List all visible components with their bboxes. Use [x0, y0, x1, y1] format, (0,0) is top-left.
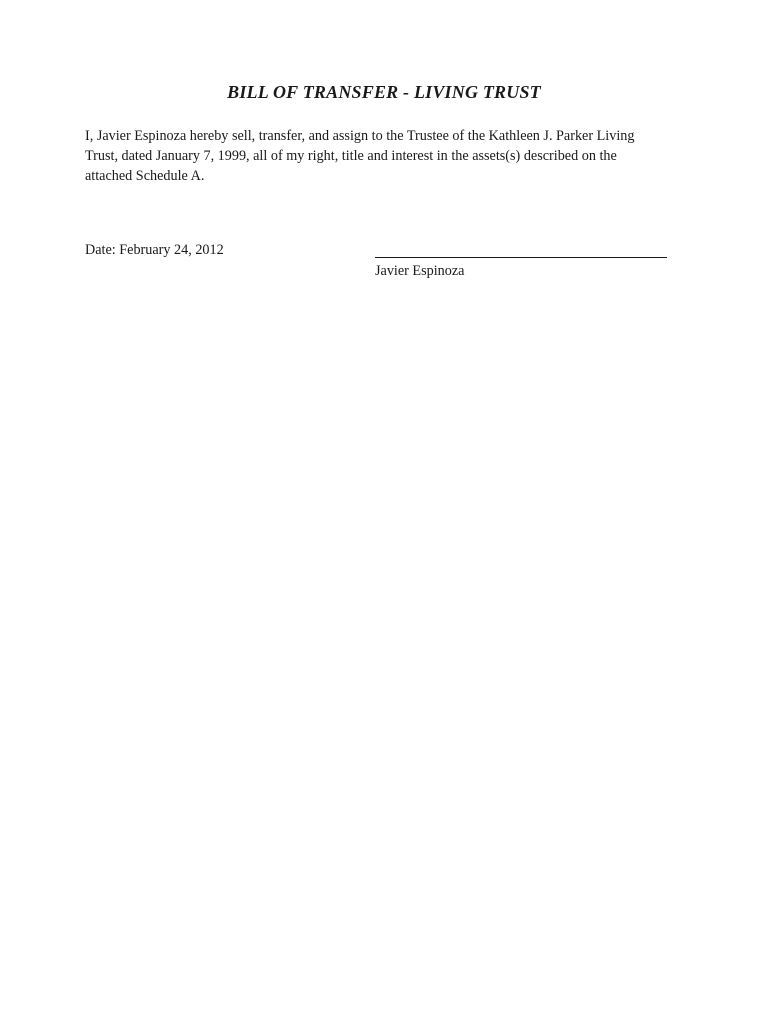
- transfer-statement: [85, 126, 685, 186]
- transfer-statement-line: I, Javier Espinoza hereby sell, transfer, and assign to the Trustee of the Kathleen J. Parker Living: [85, 128, 635, 144]
- document-title: BILL OF TRANSFER - LIVING TRUST: [227, 82, 541, 102]
- date-line: Date: February 24, 2012: [85, 242, 224, 258]
- transfer-statement-line: Trust, dated January 7, 1999, all of my right, title and interest in the assets(s) described on the: [85, 148, 617, 164]
- signature-block: [375, 241, 675, 280]
- signer-name: Javier Espinoza: [375, 263, 465, 279]
- transfer-statement-line: attached Schedule A.: [85, 168, 205, 184]
- signature-line: [375, 257, 667, 258]
